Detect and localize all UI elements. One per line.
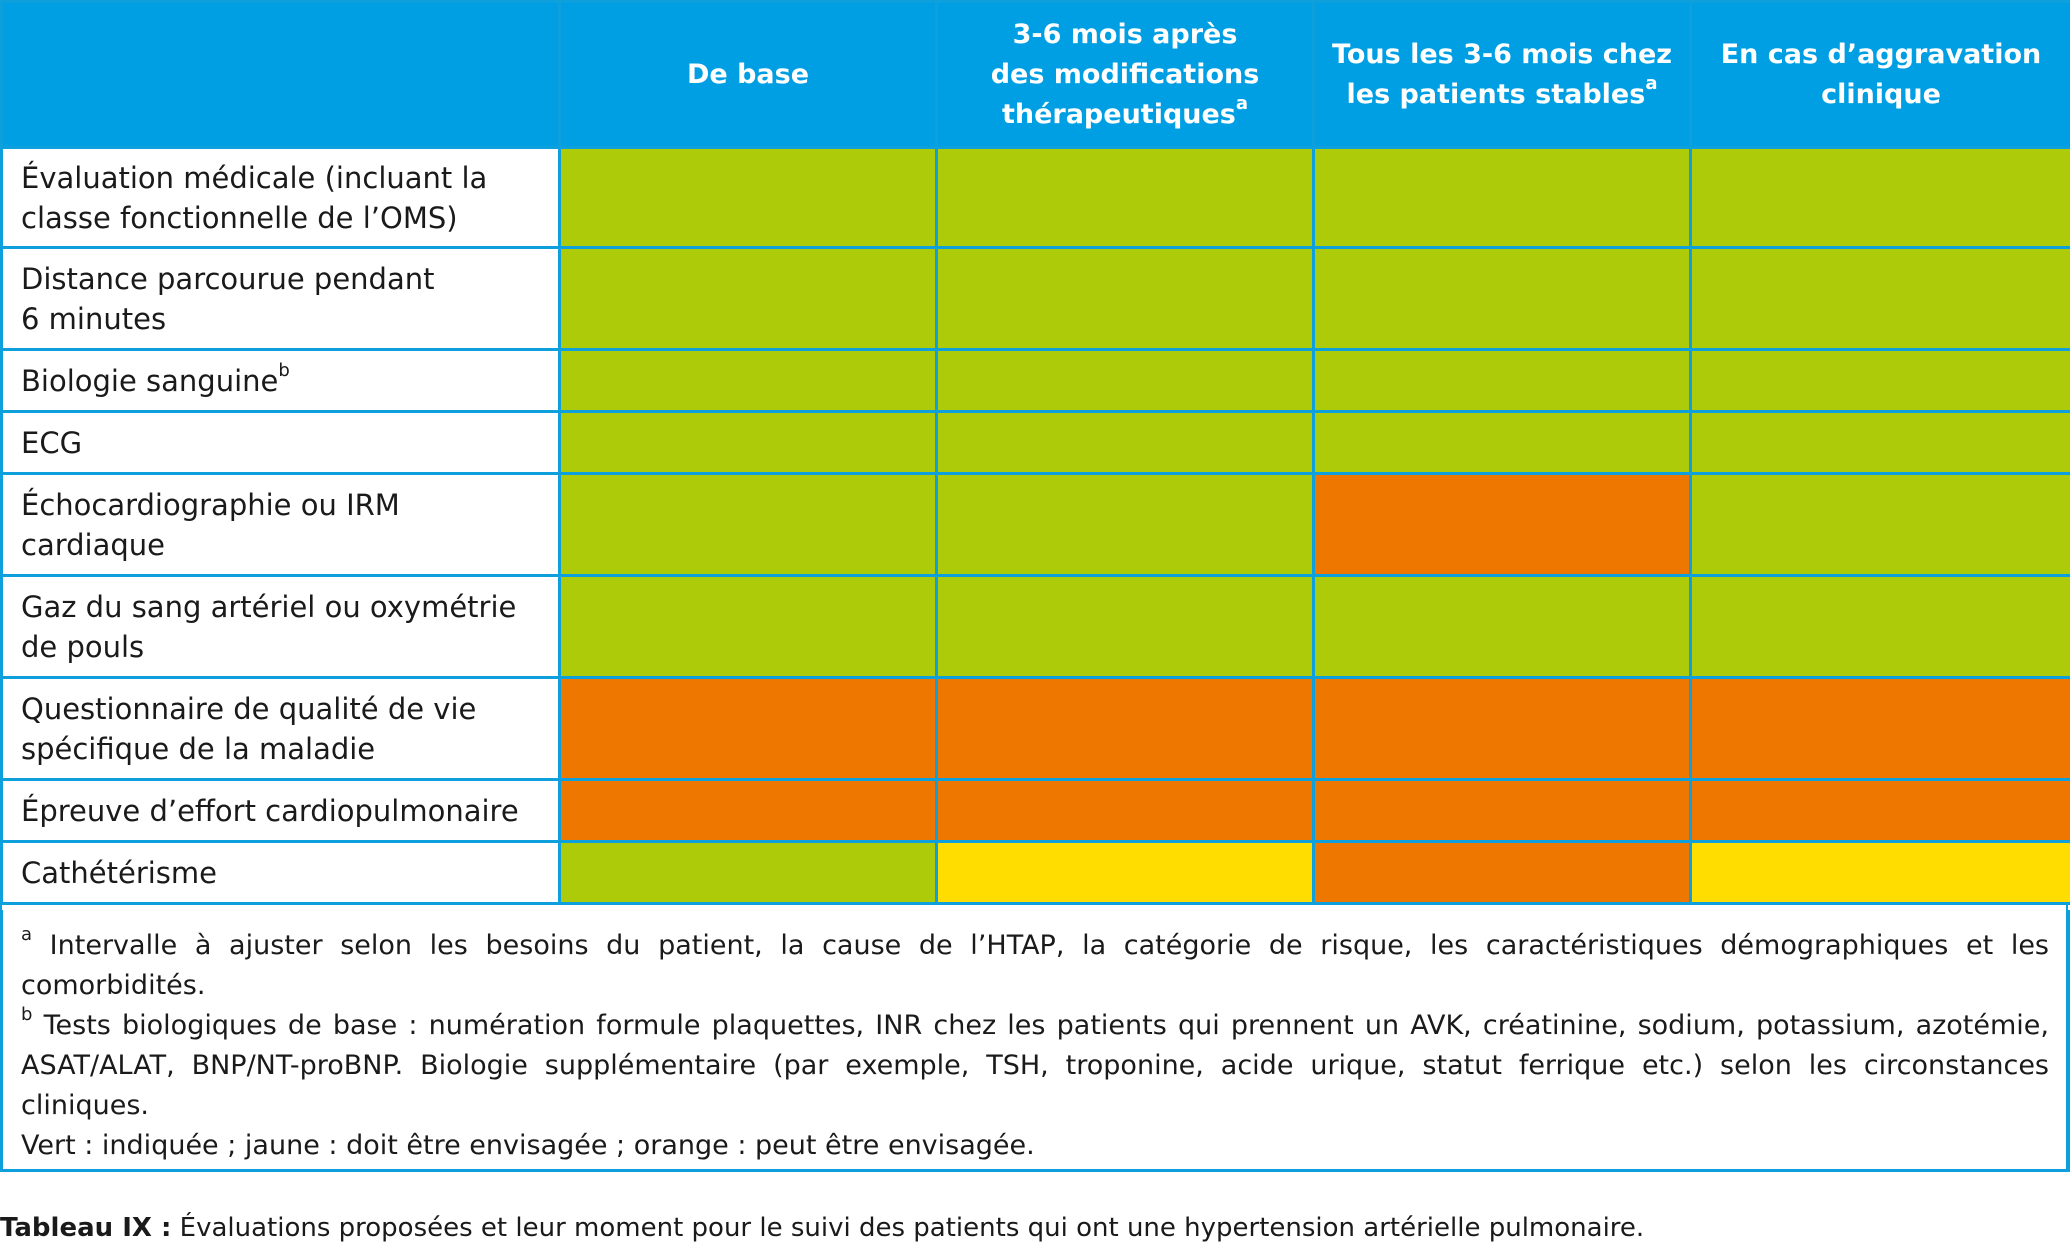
- status-cell-may: [1691, 678, 2070, 780]
- table-row: [2, 678, 2070, 780]
- table-row: [2, 474, 2070, 576]
- caption-label: Tableau IX :: [0, 1213, 171, 1243]
- row-label: ECG: [2, 412, 560, 474]
- status-cell-may: [937, 678, 1314, 780]
- col-header-baseline: De base: [560, 2, 937, 148]
- status-cell-may: [1314, 474, 1691, 576]
- table-row: [2, 350, 2070, 412]
- status-cell-may: [1691, 780, 2070, 842]
- header-row: [2, 2, 2070, 148]
- table-row: [2, 842, 2070, 904]
- status-cell-indicated: [1691, 148, 2070, 248]
- status-cell-indicated: [1314, 148, 1691, 248]
- col-header-after-therapy-change: 3-6 mois après des modifications thérapeutiques$^a$: [937, 2, 1314, 148]
- row-label: Cathétérisme: [2, 842, 560, 904]
- status-cell-may: [1314, 842, 1691, 904]
- header-corner: [2, 2, 560, 148]
- col-header-stable-patients: Tous les 3-6 mois chez les patients stables$^a$: [1314, 2, 1691, 148]
- col-header-clinical-worsening: En cas d’aggravation clinique: [1691, 2, 2070, 148]
- table-row: [2, 248, 2070, 350]
- status-cell-indicated: [560, 412, 937, 474]
- status-cell-indicated: [937, 576, 1314, 678]
- row-label: Distance parcourue pendant 6 minutes: [2, 248, 560, 350]
- row-label: Épreuve d’effort cardiopulmonaire: [2, 780, 560, 842]
- status-cell-may: [1314, 678, 1691, 780]
- status-cell-indicated: [1691, 412, 2070, 474]
- status-cell-indicated: [560, 842, 937, 904]
- status-cell-indicated: [1691, 576, 2070, 678]
- table-row: [2, 148, 2070, 248]
- table-row: [2, 780, 2070, 842]
- status-cell-indicated: [1314, 576, 1691, 678]
- row-label: Biologie sanguine$^b$: [2, 350, 560, 412]
- status-cell-indicated: [1691, 474, 2070, 576]
- caption-text: Évaluations proposées et leur moment pour le suivi des patients qui ont une hypertension artérielle pulmonaire.: [171, 1213, 1644, 1243]
- row-label: Évaluation médicale (incluant la classe fonctionnelle de l’OMS): [2, 148, 560, 248]
- table-caption: [0, 1208, 1644, 1248]
- status-cell-indicated: [1691, 350, 2070, 412]
- status-cell-indicated: [1314, 248, 1691, 350]
- row-label: Gaz du sang artériel ou oxymétrie de pouls: [2, 576, 560, 678]
- status-cell-indicated: [560, 148, 937, 248]
- status-cell-may: [1314, 780, 1691, 842]
- row-label: Questionnaire de qualité de vie spécifique de la maladie: [2, 678, 560, 780]
- status-cell-indicated: [937, 412, 1314, 474]
- status-cell-indicated: [1691, 248, 2070, 350]
- status-cell-may: [560, 780, 937, 842]
- status-cell-may: [937, 780, 1314, 842]
- status-cell-indicated: [560, 350, 937, 412]
- status-cell-indicated: [1314, 412, 1691, 474]
- status-cell-indicated: [937, 248, 1314, 350]
- status-cell-indicated: [560, 248, 937, 350]
- status-cell-should: [937, 842, 1314, 904]
- status-cell-indicated: [937, 350, 1314, 412]
- table-row: [2, 412, 2070, 474]
- status-cell-indicated: [937, 148, 1314, 248]
- status-cell-indicated: [937, 474, 1314, 576]
- footnote-a: $^a$ Intervalle à ajuster selon les besoins du patient, la cause de l’HTAP, la catégorie de risque, les caractéristiques démographiques et les comorbidités.: [21, 926, 2049, 1006]
- footnote-b: $^b$ Tests biologiques de base : numération formule plaquettes, INR chez les patients qui prennent un AVK, créatinine, sodium, potassium, azotémie, ASAT/ALAT, BNP/NT-proBNP. Biologie supplémentaire (par exemple, TSH, troponine, acide urique, statut ferrique etc.) selon les circonstances cliniques.: [21, 1006, 2049, 1126]
- status-cell-may: [560, 678, 937, 780]
- footnotes: [0, 910, 2070, 1172]
- color-legend: Vert : indiquée ; jaune : doit être envisagée ; orange : peut être envisagée.: [21, 1126, 2049, 1166]
- row-label: Échocardiographie ou IRM cardiaque: [2, 474, 560, 576]
- status-cell-indicated: [1314, 350, 1691, 412]
- status-cell-should: [1691, 842, 2070, 904]
- status-cell-indicated: [560, 474, 937, 576]
- status-cell-indicated: [560, 576, 937, 678]
- table-row: [2, 576, 2070, 678]
